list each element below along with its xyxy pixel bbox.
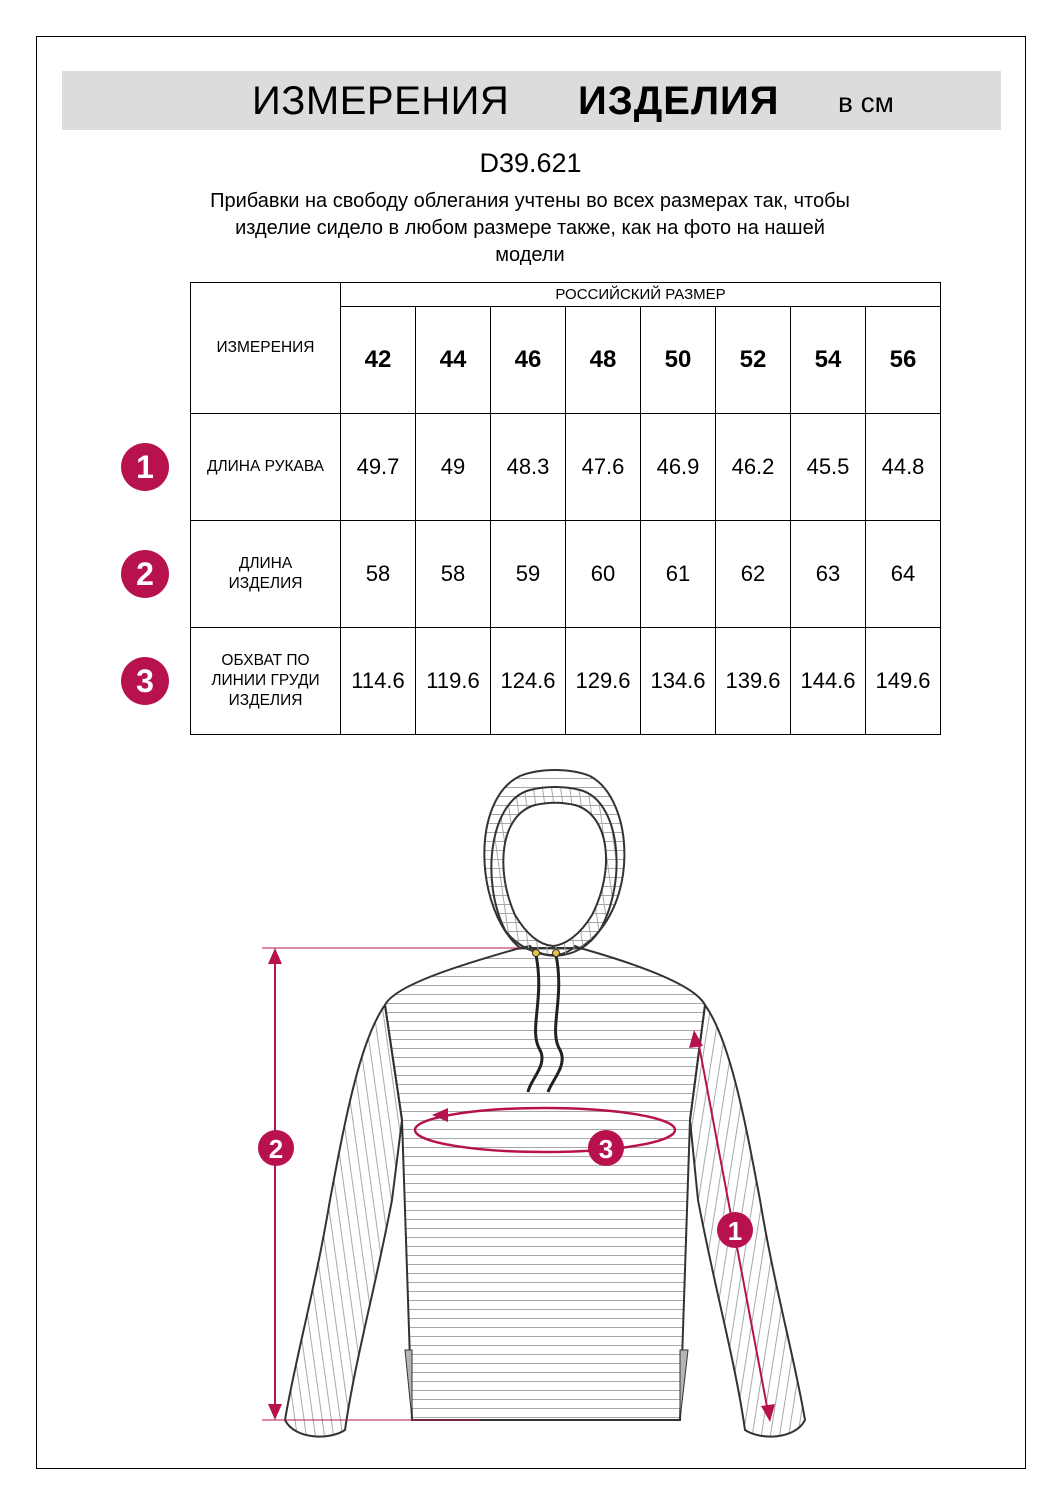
table-cell: 149.6 [866,628,941,735]
row-label: ДЛИНА РУКАВА [191,414,341,521]
row-number-badge: 3 [121,657,169,705]
table-cell: 49 [416,414,491,521]
table-cell: 46.2 [716,414,791,521]
table-cell: 60 [566,521,641,628]
size-group-header: РОССИЙСКИЙ РАЗМЕР [341,283,941,307]
table-cell: 62 [716,521,791,628]
table-cell: 124.6 [491,628,566,735]
size-header: 44 [416,307,491,414]
size-header: 46 [491,307,566,414]
table-cell: 119.6 [416,628,491,735]
table-cell: 64 [866,521,941,628]
table-cell: 61 [641,521,716,628]
left-sleeve [285,1005,402,1437]
table-cell: 44.8 [866,414,941,521]
diagram-badge-2 [258,1130,294,1166]
row-number-badge: 2 [121,550,169,598]
svg-text:1: 1 [727,1216,743,1246]
table-cell: 139.6 [716,628,791,735]
arrow-head [268,948,282,964]
size-header: 56 [866,307,941,414]
table-cell: 45.5 [791,414,866,521]
table-cell: 59 [491,521,566,628]
title-unit: в см [838,87,894,118]
title-bold: ИЗДЕЛИЯ [578,79,780,123]
size-header: 54 [791,307,866,414]
diagram-badge-1 [717,1212,753,1248]
table-cell: 48.3 [491,414,566,521]
diagram-badge-3 [588,1130,624,1166]
size-header: 52 [716,307,791,414]
measure-header: ИЗМЕРЕНИЯ [191,283,341,414]
eyelet [553,950,560,957]
row-label: ОБХВАТ ПО ЛИНИИ ГРУДИ ИЗДЕЛИЯ [191,628,341,735]
table-cell: 134.6 [641,628,716,735]
fit-note-line: модели [495,244,565,266]
table-cell: 49.7 [341,414,416,521]
eyelet [533,950,540,957]
hoodie-body [385,948,705,1420]
size-header: 50 [641,307,716,414]
side-slit [680,1350,688,1420]
size-header: 48 [566,307,641,414]
table-cell: 114.6 [341,628,416,735]
arrow-head [268,1404,282,1420]
table-cell: 58 [341,521,416,628]
side-slit [405,1350,412,1420]
article-number: D39.621 [479,148,582,178]
table-cell: 63 [791,521,866,628]
svg-text:3: 3 [598,1134,614,1164]
size-header: 42 [341,307,416,414]
table-cell: 46.9 [641,414,716,521]
row-label: ДЛИНА ИЗДЕЛИЯ [191,521,341,628]
table-cell: 58 [416,521,491,628]
table-cell: 47.6 [566,414,641,521]
svg-text:2: 2 [268,1134,284,1164]
table-cell: 129.6 [566,628,641,735]
title-regular: ИЗМЕРЕНИЯ [252,79,510,123]
table-cell: 144.6 [791,628,866,735]
row-number-badge: 1 [121,443,169,491]
fit-note-line: Прибавки на свободу облегания учтены во всех размерах так, чтобы [210,190,850,212]
fit-note-line: изделие сидело в любом размере также, как на фото на нашей [235,217,825,239]
